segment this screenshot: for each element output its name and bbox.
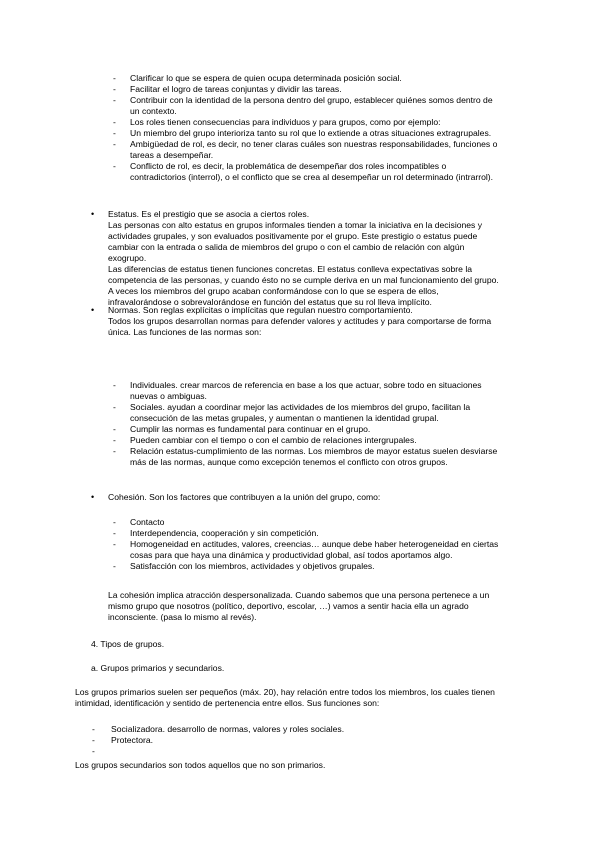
list-dash-marker: - — [113, 528, 116, 538]
list-item-text: Los roles tienen consecuencias para individuos y para grupos, como por ejemplo: — [130, 117, 441, 127]
bullet-marker: • — [91, 492, 95, 502]
estatus-heading: Estatus. Es el prestigio que se asocia a ciertos roles. — [108, 209, 310, 219]
list-item-text: más de las normas, aunque como excepción tenemos el conflicto con otros grupos. — [130, 457, 448, 467]
list-item-text: Facilitar el logro de tareas conjuntas y dividir las tareas. — [130, 84, 342, 94]
list-dash-marker: - — [113, 402, 116, 412]
primarios-paragraph-line: intimidad, identificación y sentido de pertenencia entre ellos. Sus funciones son: — [75, 698, 380, 708]
list-item-text: contradictorios (interrol), o el conflicto que se crea al desempeñar un rol determinado (intrarrol). — [130, 172, 494, 182]
estatus-paragraph-line: exogrupo. — [108, 253, 147, 263]
list-item-text: Sociales. ayudan a coordinar mejor las actividades de los miembros del grupo, facilitan la — [130, 402, 471, 412]
list-item-text: Homogeneidad en actitudes, valores, creencias… aunque debe haber heterogeneidad en ciertas — [130, 539, 499, 549]
list-dash-marker: - — [113, 117, 116, 127]
list-dash-marker: - — [113, 128, 116, 138]
list-item-text: Pueden cambiar con el tiempo o con el cambio de relaciones intergrupales. — [130, 435, 417, 445]
estatus-paragraph-line: Las diferencias de estatus tienen funciones concretas. El estatus conlleva expectativas sobre la — [108, 264, 473, 274]
list-dash-marker: - — [92, 724, 95, 734]
list-dash-marker: - — [92, 735, 95, 745]
list-item-text: un contexto. — [130, 106, 177, 116]
estatus-paragraph-line: actividades grupales, y son evaluados positivamente por el grupo. Este prestigio o estatus puede — [108, 231, 478, 241]
list-item-text: tareas a desempeñar. — [130, 150, 214, 160]
list-dash-marker: - — [113, 539, 116, 549]
section-heading: 4. Tipos de grupos. — [91, 639, 165, 649]
normas-paragraph-line: única. Las funciones de las normas son: — [108, 327, 262, 337]
primarios-item-text: Protectora. — [111, 735, 154, 745]
estatus-paragraph-line: competencia de las personas, y cuando ésto no se cumple deriva en un mal funcionamiento del grupo. — [108, 275, 499, 285]
list-item-text: Contacto — [130, 517, 165, 527]
list-item-text: Relación estatus-cumplimiento de las normas. Los miembros de mayor estatus suelen desviarse — [130, 446, 498, 456]
list-dash-marker: - — [113, 517, 116, 527]
list-item-text: Satisfacción con los miembros, actividades y objetivos grupales. — [130, 561, 375, 571]
list-dash-marker: - — [113, 424, 116, 434]
subsection-heading: a. Grupos primarios y secundarios. — [91, 663, 225, 673]
cohesion-paragraph-line: inconsciente. (pasa lo mismo al revés). — [108, 612, 257, 622]
list-dash-marker: - — [113, 139, 116, 149]
estatus-paragraph-line: Las personas con alto estatus en grupos informales tienden a tomar la iniciativa en la decisiones y — [108, 220, 483, 230]
normas-paragraph-line: Todos los grupos desarrollan normas para defender valores y actitudes y para comportarse de forma — [108, 316, 492, 326]
list-dash-marker: - — [113, 95, 116, 105]
list-dash-marker: - — [113, 380, 116, 390]
normas-heading: Normas. Son reglas explícitas o implícitas que regulan nuestro comportamiento. — [108, 305, 413, 315]
primarios-paragraph-line: Los grupos primarios suelen ser pequeños (máx. 20), hay relación entre todos los miembros, los cuales tienen — [75, 687, 495, 697]
list-dash-marker: - — [113, 561, 116, 571]
list-item-text: Un miembro del grupo interioriza tanto su rol que lo extiende a otras situaciones extragrupales. — [130, 128, 492, 138]
list-item-text: nuevas o ambiguas. — [130, 391, 207, 401]
list-item-text: consecución de las metas grupales, y aumentan o mantienen la identidad grupal. — [130, 413, 439, 423]
bullet-marker: • — [91, 209, 95, 219]
list-item-text: Ambigüedad de rol, es decir, no tener claras cuáles son nuestras responsabilidades, funciones o — [130, 139, 498, 149]
cohesion-heading: Cohesión. Son los factores que contribuyen a la unión del grupo, como: — [108, 492, 381, 502]
estatus-paragraph-line: A veces los miembros del grupo acaban conformándose con lo que se espera de ellos, — [108, 286, 439, 296]
primarios-item-text: Socializadora. desarrollo de normas, valores y roles sociales. — [111, 724, 345, 734]
cohesion-paragraph-line: La cohesión implica atracción despersonalizada. Cuando sabemos que una persona pertenece a un — [108, 590, 490, 600]
list-dash-marker: - — [113, 161, 116, 171]
list-dash-marker: - — [113, 435, 116, 445]
list-item-text: Conflicto de rol, es decir, la problemática de desempeñar dos roles incompatibles o — [130, 161, 447, 171]
bullet-marker: • — [91, 305, 95, 315]
list-item-text: Clarificar lo que se espera de quien ocupa determinada posición social. — [130, 73, 402, 83]
list-dash-marker: - — [113, 84, 116, 94]
estatus-paragraph-line: infravalorándose o sobrevalorándose en función del estatus que su rol lleva implícito. — [108, 297, 432, 307]
list-item-text: cosas para que haya una dinámica y productividad global, así todos aportamos algo. — [130, 550, 453, 560]
list-dash-marker: - — [113, 73, 116, 83]
list-item-text: Cumplir las normas es fundamental para continuar en el grupo. — [130, 424, 371, 434]
list-item-text: Contribuir con la identidad de la persona dentro del grupo, establecer quiénes somos dentro de — [130, 95, 493, 105]
cohesion-paragraph-line: mismo grupo que nosotros (político, deportivo, escolar, …) vamos a sentir hacia ella un agrado — [108, 601, 469, 611]
list-dash-marker: - — [92, 746, 95, 756]
secundarios-paragraph: Los grupos secundarios son todos aquellos que no son primarios. — [75, 760, 326, 770]
list-item-text: Individuales. crear marcos de referencia en base a los que actuar, sobre todo en situaciones — [130, 380, 482, 390]
list-dash-marker: - — [113, 446, 116, 456]
estatus-paragraph-line: cambiar con la entrada o salida de miembros del grupo o con el cambio de relación con algún — [108, 242, 465, 252]
list-item-text: Interdependencia, cooperación y sin competición. — [130, 528, 319, 538]
